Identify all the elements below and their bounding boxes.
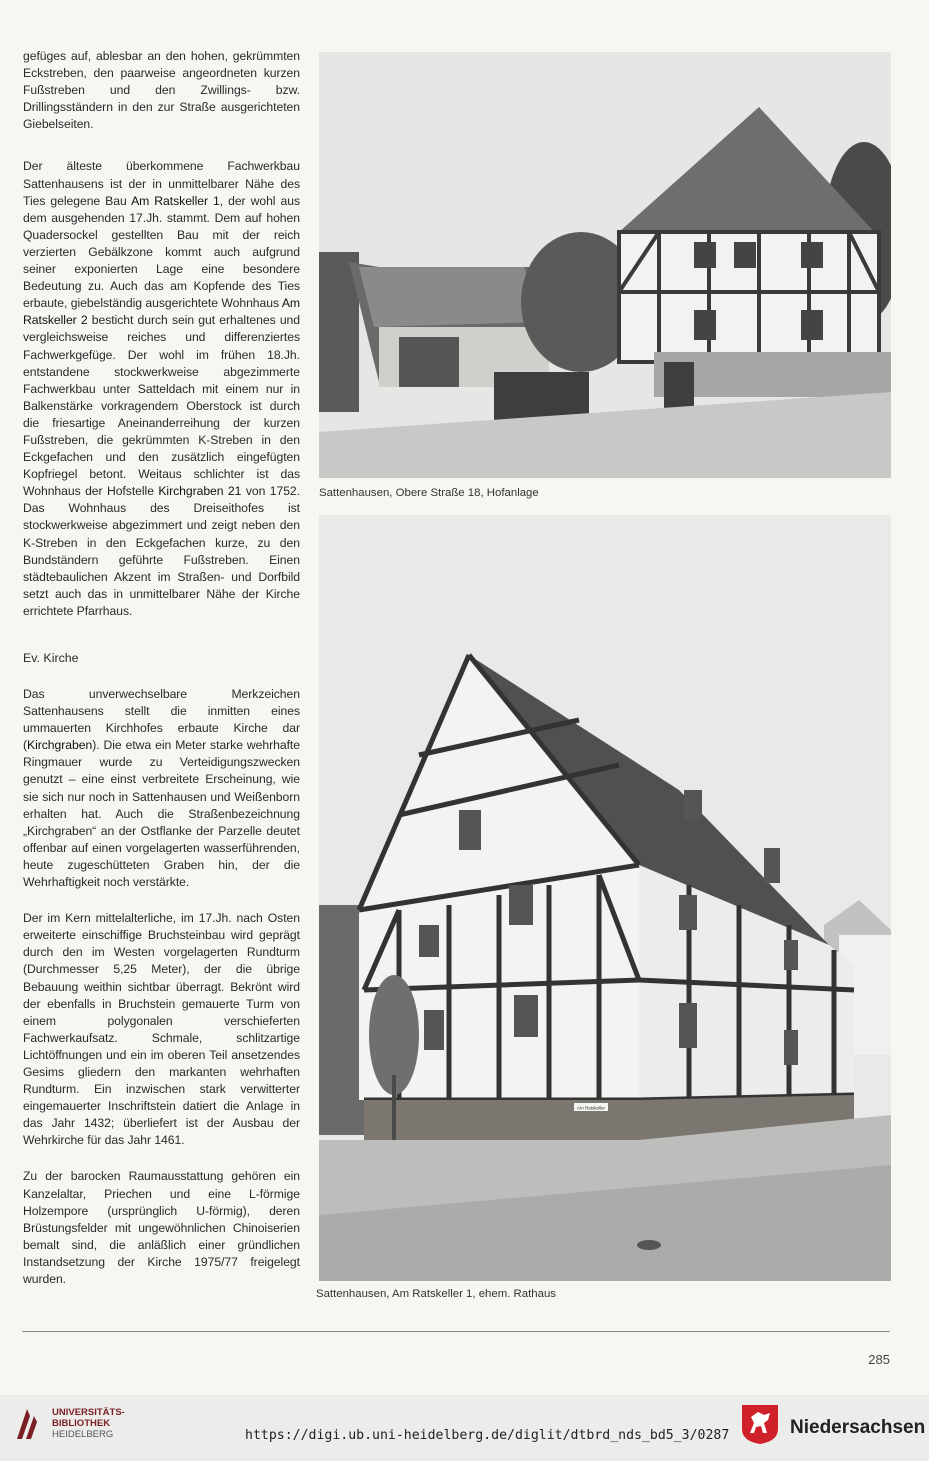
paragraph-3: Das unverwechselbare Merkzeichen Sattenhausens stellt die inmitten eines ummauerten Kirchhofes erbaute Kirche dar (Kirchgraben). Die etwa ein Meter starke wehrhafte Ringmauer wurde zu Verteidigungszwecken genutzt – eine einst verbreitete Erscheinung, wie sie sich nur noch in Sattenhausen und Weißenborn erhalten hat. Auch die Straßenbezeichnung „Kirchgraben“ an der Ostflanke der Parzelle deutet offenbar auf einen vorgelagerten wasserführenden, heute zugeschütteten Graben hin, der die Wehrhaftigkeit noch verstärkte. — [23, 687, 300, 890]
photo-hofanlage — [319, 52, 891, 478]
paragraph-4: Der im Kern mittelalterliche, im 17.Jh. nach Osten erweiterte einschiffige Bruchsteinbau wird geprägt durch den im Westen vorgelagerten Rundturm (Durchmesser 5,25 Meter), der die übrige Bebauung weithin sichtbar überragt. Bekrönt wird der ebenfalls in Bruchstein gemauerte Turm von einem polygonalen verschieferten Fachwerkaufsatz. Schmale, schlitzartige Lichtöffnungen und ein im oberen Teil ansetzendes Gesims gliedern den markanten wehrhaften Rundturm. Ein inzwischen stark verwitterter eingemauerter Inschriftstein datiert die Anlage in das Jahr 1432; überliefert ist der Ausbau der Wehrkirche für das Jahr 1461. — [23, 911, 300, 1148]
text-column — [23, 48, 300, 636]
ref-am-ratskeller-2: Am Ratskeller 2 — [23, 296, 300, 328]
niedersachsen-horse-icon — [740, 1403, 780, 1445]
ref-kirchgraben: Kirchgraben — [27, 738, 93, 753]
page-number: 285 — [868, 1352, 890, 1367]
section-heading: Ev. Kirche — [23, 651, 79, 665]
caption-photo-1: Sattenhausen, Obere Straße 18, Hofanlage — [319, 487, 539, 499]
ref-am-ratskeller-1: Am Ratskeller 1 — [131, 193, 220, 208]
library-name: UNIVERSITÄTS- BIBLIOTHEK HEIDELBERG — [52, 1407, 125, 1440]
paragraph-5: Zu der barocken Raumausstattung gehören ein Kanzelaltar, Priechen und eine L-förmige Holzempore (ursprünglich U-förmig), deren Brüstungsfelder mit ungewöhnlichen Chinoiserien bemalt sind, die anläßlich einer gründlichen Instandsetzung der Kirche 1975/77 freigelegt wurden. — [23, 1169, 300, 1286]
ub-heidelberg-logo-icon — [12, 1404, 42, 1444]
text-column-2 — [23, 686, 300, 1304]
digital-library-url[interactable]: https://digi.ub.uni-heidelberg.de/diglit/dtbrd_nds_bd5_3/0287 — [245, 1428, 730, 1443]
paragraph-1: gefüges auf, ablesbar an den hohen, gekrümmten Eckstreben, den paarweise angeordneten kurzen Fußstreben und den Zwillings- bzw. Drillingsständern in den zur Straße ausgerichteten Giebelseiten. — [23, 49, 300, 132]
footer-bar — [0, 1395, 929, 1461]
ref-kirchgraben-21: Kirchgraben 21 — [158, 484, 242, 499]
caption-photo-2: Sattenhausen, Am Ratskeller 1, ehem. Rathaus — [316, 1288, 556, 1300]
paragraph-2: Der älteste überkommene Fachwerkbau Sattenhausens ist der in unmittelbarer Nähe des Ties gelegene Bau Am Ratskeller 1, der wohl aus dem ausgehenden 17.Jh. stammt. Dem auf hohen Quadersockel gestellten Bau mit der reich verzierten Gebälkzone kommt auch aufgrund seiner exponierten Lage eine besondere Bedeutung zu. Auch das am Kopfende des Ties erbaute, giebelständig ausgerichtete Wohnhaus Am Ratskeller 2 besticht durch sein gut erhaltenes und vergleichsweise reiches und differenziertes Fachwerkgefüge. Der wohl im frühen 18.Jh. entstandene stockwerkweise abgezimmerte Fachwerkbau unter Satteldach mit einem nur in Balkenstärke vorkragendem Oberstock ist durch die friesartige Aneinanderreihung der kurzen Fußstreben, die gekrümmten K-Streben in den Eckgefachen und den zusätzlich eingefügten Kopfriegel betont. Weitaus schlichter ist das Wohnhaus der Hofstelle Kirchgraben 21 von 1752. Das Wohnhaus des Dreiseithofes ist stockwerkweise abgezimmert und zeigt neben den K-Streben in den Eckgefachen kurze, zu den Bundständern geführte Fußstreben. Einen städtebaulichen Akzent im Straßen- und Dorfbild setzt auch das in unmittelbarer Nähe der Kirche errichtete Pfarrhaus. — [23, 159, 301, 618]
page-divider — [22, 1331, 890, 1332]
photo-rathaus — [319, 515, 891, 1281]
state-name: Niedersachsen — [790, 1417, 926, 1438]
photo-sign-text: Am Ratskeller — [576, 1105, 606, 1111]
